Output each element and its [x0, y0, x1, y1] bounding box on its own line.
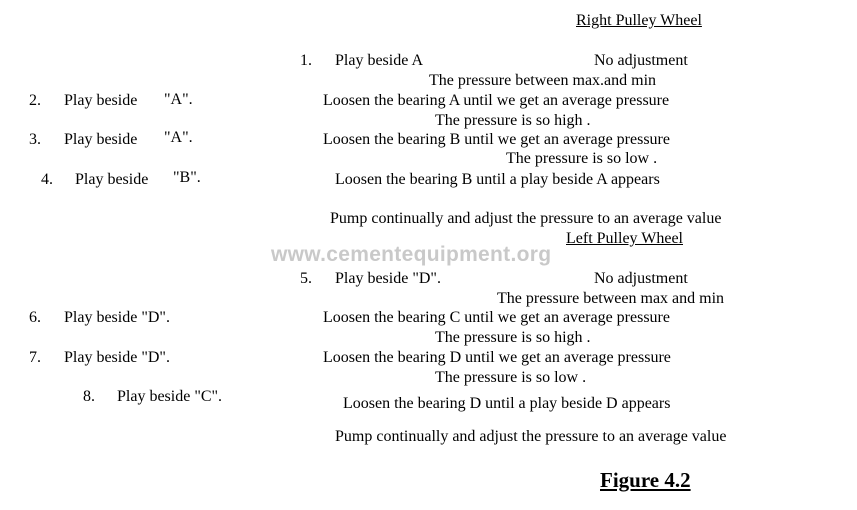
row-1-condition: No adjustment: [594, 52, 688, 69]
row-5-condition: No adjustment: [594, 270, 688, 287]
row-6-number: 6.: [29, 309, 41, 326]
figure-label: Figure 4.2: [600, 468, 691, 492]
row-7-number: 7.: [29, 349, 41, 366]
row-1-action: The pressure between max.and min: [429, 72, 657, 89]
row-5-number: 5.: [300, 270, 312, 287]
row-8-number: 8.: [83, 388, 95, 405]
row-2-play: Play beside: [64, 92, 138, 109]
row-2-number: 2.: [29, 92, 41, 109]
row-6-play: Play beside "D".: [64, 309, 170, 326]
row-3-condition: The pressure is so low .: [506, 150, 658, 167]
row-7-action: Loosen the bearing D until we get an average pressure: [323, 349, 671, 366]
row-8-action: Loosen the bearing D until a play beside D appears: [343, 395, 671, 412]
row-3-action: Loosen the bearing B until we get an average pressure: [323, 131, 670, 148]
left-pulley-heading: Left Pulley Wheel: [566, 230, 683, 247]
row-2-mark: "A".: [164, 91, 193, 108]
row-6-condition: The pressure is so high .: [435, 329, 591, 346]
row-3-mark: "A".: [164, 129, 193, 146]
row-6-action: Loosen the bearing C until we get an average pressure: [323, 309, 670, 326]
row-2-action: Loosen the bearing A until we get an average pressure: [323, 92, 670, 109]
row-5-play: Play beside "D".: [335, 270, 441, 287]
row-4-mark: "B".: [173, 169, 201, 186]
row-4-action: Loosen the bearing B until a play beside A appears: [335, 171, 660, 188]
watermark: www.cementequipment.org: [271, 243, 552, 266]
row-7-play: Play beside "D".: [64, 349, 170, 366]
right-final-instruction: Pump continually and adjust the pressure to an average value: [330, 210, 722, 227]
row-1-play: Play beside A: [335, 52, 423, 69]
row-4-number: 4.: [41, 171, 53, 188]
right-pulley-heading: Right Pulley Wheel: [576, 12, 702, 29]
row-3-number: 3.: [29, 131, 41, 148]
row-1-number: 1.: [300, 52, 312, 69]
row-2-condition: The pressure is so high .: [435, 112, 591, 129]
left-final-instruction: Pump continually and adjust the pressure to an average value: [335, 428, 727, 445]
row-8-play: Play beside "C".: [117, 388, 223, 405]
row-4-play: Play beside: [75, 171, 149, 188]
row-7-condition: The pressure is so low .: [435, 369, 587, 386]
row-5-action: The pressure between max and min: [497, 290, 725, 307]
row-3-play: Play beside: [64, 131, 138, 148]
